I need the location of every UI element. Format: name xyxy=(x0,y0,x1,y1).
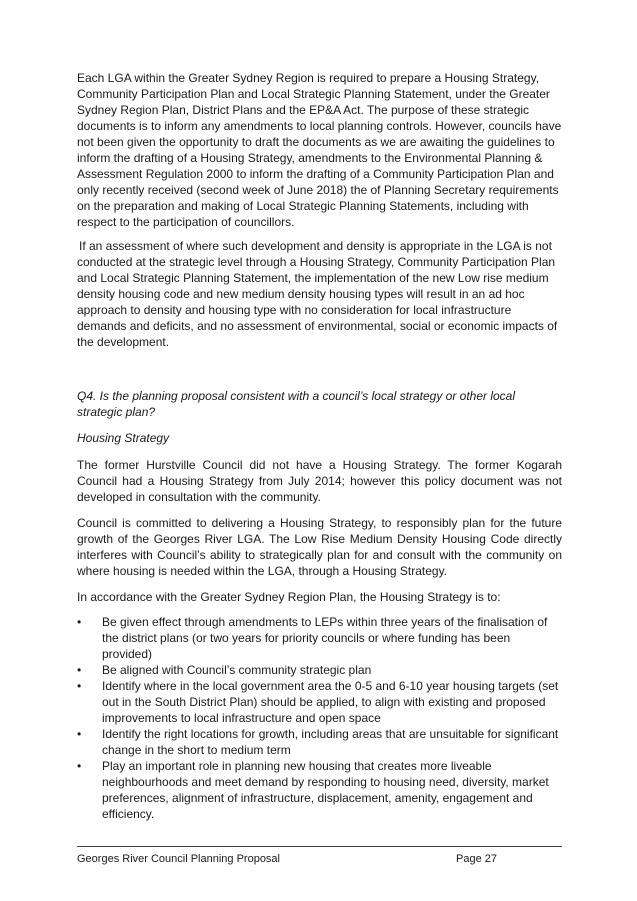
list-item xyxy=(77,614,562,662)
bullet-icon: • xyxy=(77,727,82,741)
bullet-icon: • xyxy=(77,759,82,773)
paragraph-council-commitment: Council is committed to delivering a Housing Strategy, to responsibly plan for the future growth of the Georges River LGA. The Low Rise Medium Density Housing Code directly interferes with Council’s ability to strategically plan for and consult with the community on where housing is needed within the LGA, through a Housing Strategy. xyxy=(77,516,562,578)
footer-divider xyxy=(77,846,562,847)
list-item xyxy=(77,678,562,726)
list-item-text: Be given effect through amendments to LEPs within three years of the finalisation of the district plans (or two years for priority councils or where funding has been provided) xyxy=(102,615,548,661)
list-item-text: Be aligned with Council’s community strategic plan xyxy=(102,663,372,677)
footer-document-title: Georges River Council Planning Proposal xyxy=(77,853,280,865)
paragraph-list-intro: In accordance with the Greater Sydney Region Plan, the Housing Strategy is to: xyxy=(77,590,501,604)
page-body xyxy=(77,70,562,822)
list-item-text: Identify where in the local government area the 0-5 and 6-10 year housing targets (set out in the South District Plan) should be applied, to align with existing and proposed improvements to local infrastructure and open space xyxy=(102,679,559,725)
list-item xyxy=(77,758,562,822)
paragraph-lga-requirements: Each LGA within the Greater Sydney Region is required to prepare a Housing Strategy, Community Participation Plan and Local Strategic Planning Statement, under the Greater Sydney Region Plan, District Plans and the EP&A Act. The purpose of these strategic documents is to inform any amendments to local planning controls. However, councils have not been given the opportunity to draft the documents as we are awaiting the guidelines to inform the drafting of a Housing Strategy, amendments to the Environmental Planning & Assessment Regulation 2000 to inform the drafting of a Community Participation Plan and only recently received (second week of June 2018) the of Planning Secretary requirements on the preparation and making of Local Strategic Planning Statements, including with respect to the participation of councillors. xyxy=(77,71,562,229)
bullet-list xyxy=(77,614,562,822)
bullet-icon: • xyxy=(77,663,82,677)
paragraph-assessment: If an assessment of where such development and density is appropriate in the LGA is not conducted at the strategic level through a Housing Strategy, Community Participation Plan and Local Strategic Planning Statement, the implementation of the new Low rise medium density housing code and new medium density housing types will result in an ad hoc approach to density and housing type with no consideration for local infrastructure demands and deficits, and no assessment of environmental, social or economic impacts of the development. xyxy=(77,239,558,349)
bullet-icon: • xyxy=(77,679,82,693)
subheading-housing-strategy: Housing Strategy xyxy=(77,431,170,445)
list-item-text: Identify the right locations for growth, including areas that are unsuitable for significant change in the short to medium term xyxy=(102,727,559,757)
paragraph-former-councils: The former Hurstville Council did not have a Housing Strategy. The former Kogarah Council had a Housing Strategy from July 2014; however this policy document was not developed in consultation with the community. xyxy=(77,458,562,504)
list-item xyxy=(77,726,562,758)
footer-page-number: Page 27 xyxy=(456,853,497,865)
list-item xyxy=(77,662,562,678)
question-heading: Q4. Is the planning proposal consistent with a council’s local strategy or other local strategic plan? xyxy=(77,389,516,419)
list-item-text: Play an important role in planning new housing that creates more liveable neighbourhoods and meet demand by responding to housing need, diversity, market preferences, alignment of infrastructure, displacement, amenity, engagement and efficiency. xyxy=(102,759,549,821)
bullet-icon: • xyxy=(77,615,82,629)
